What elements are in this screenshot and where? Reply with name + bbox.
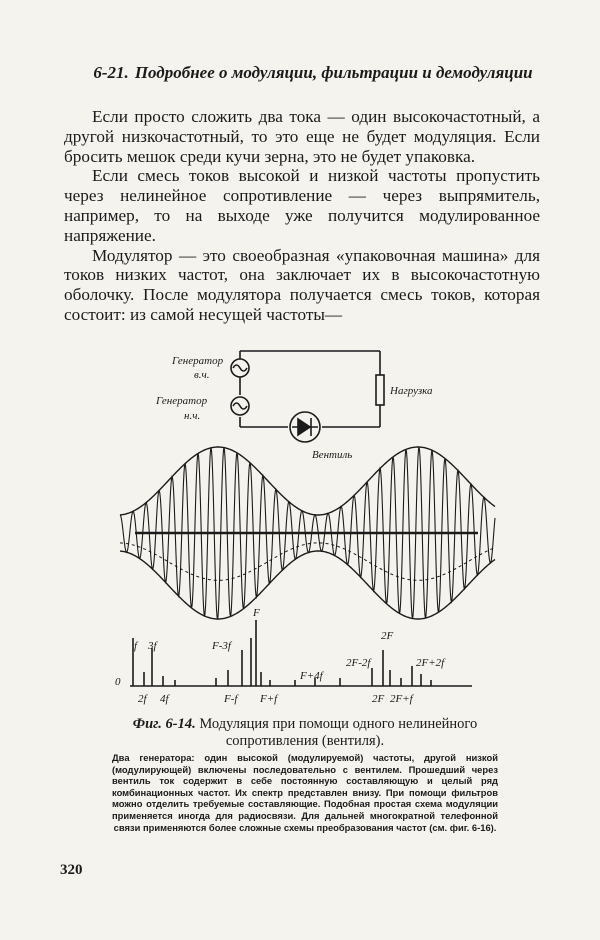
lf-sine-icon [233, 403, 247, 409]
valve-label: Вентиль [312, 449, 353, 461]
spec-label-F+f: F+f [260, 693, 278, 705]
spec-label-F: F [253, 607, 260, 619]
paragraph-3: Модулятор — это своеобразная «упаковочная машина» для токов низких частот, она заключает их в высокочастотную оболочку. После модулятора получается смесь токов, которая состоит: из самой несущей частоты— [64, 245, 540, 324]
diode-arrow-icon [298, 419, 310, 435]
figure-legend: Два генератора: один высокой (модулируемой) частоты, другой низкой (модулирующей) включены последовательно с вентилем. Прошедший через вентиль ток содержит в себе постоянную составляющую и целый ряд комбинационных частот. Их спектр представлен внизу. При помощи фильтров можно отделить требуемые составляющие. Подобная простая схема модуляции применяется иногда для радиосвязи. Для дальней многократной телефонной связи применяются более сложные схемы преобразования частот (см. фиг. 6-16). [112, 752, 498, 833]
spec-label-2f: 2f [138, 693, 147, 705]
gen-lf-label-1: Генератор [156, 395, 208, 407]
spec-label-2F+2f: 2F+2f [416, 657, 445, 669]
spec-label-F-3f: F-3f [212, 640, 231, 652]
upper-envelope [120, 447, 495, 515]
modulated-waveform [120, 447, 495, 619]
gen-hf-label-1: Генератор [172, 355, 224, 367]
spec-label-3f: 3f [148, 640, 157, 652]
spectrum-zero-label: 0 [115, 676, 121, 688]
load-label: Нагрузка [390, 385, 433, 397]
gen-hf-label-2: в.ч. [194, 369, 210, 381]
spec-label-2F: 2F [381, 630, 394, 642]
figure-6-14 [100, 345, 500, 710]
section-number: 6-21. [93, 63, 129, 82]
paragraph-1: Если просто сложить два тока — один высокочастотный, а другой низкочастотный, то это еще не будет модуляция. Если бросить мешок среди кучи зерна, это не будет упаковка. [64, 107, 540, 166]
load-resistor [376, 375, 384, 405]
gen-lf-label-2: н.ч. [184, 410, 201, 422]
section-heading [88, 62, 538, 83]
hf-sine-icon [233, 365, 247, 371]
spec-label-4f: 4f [160, 693, 169, 705]
spec-label-2F-below: 2F [372, 693, 385, 705]
circuit-diagram [231, 351, 384, 442]
spec-label-2F-2f: 2F-2f [346, 657, 371, 669]
body-text [64, 107, 540, 325]
figure-caption-text: Модуляция при помощи одного нелинейного сопротивления (вентиля). [199, 716, 478, 749]
spec-label-f: f [134, 640, 138, 652]
paragraph-2: Если смесь токов высокой и низкой частоты пропустить через нелинейное сопротивление — через выпрямитель, например, то на выходе уже получится модулированное напряжение. [64, 166, 540, 245]
spec-label-F-f: F-f [224, 693, 238, 705]
spec-label-F+4f: F+4f [300, 670, 323, 682]
spec-label-2F+f: 2F+f [390, 693, 413, 705]
page-number: 320 [60, 862, 83, 878]
section-title: Подробнее о модуляции, фильтрации и демодуляции [134, 63, 533, 82]
figure-number: Фиг. 6-14. [132, 716, 196, 732]
figure-caption [100, 716, 510, 750]
